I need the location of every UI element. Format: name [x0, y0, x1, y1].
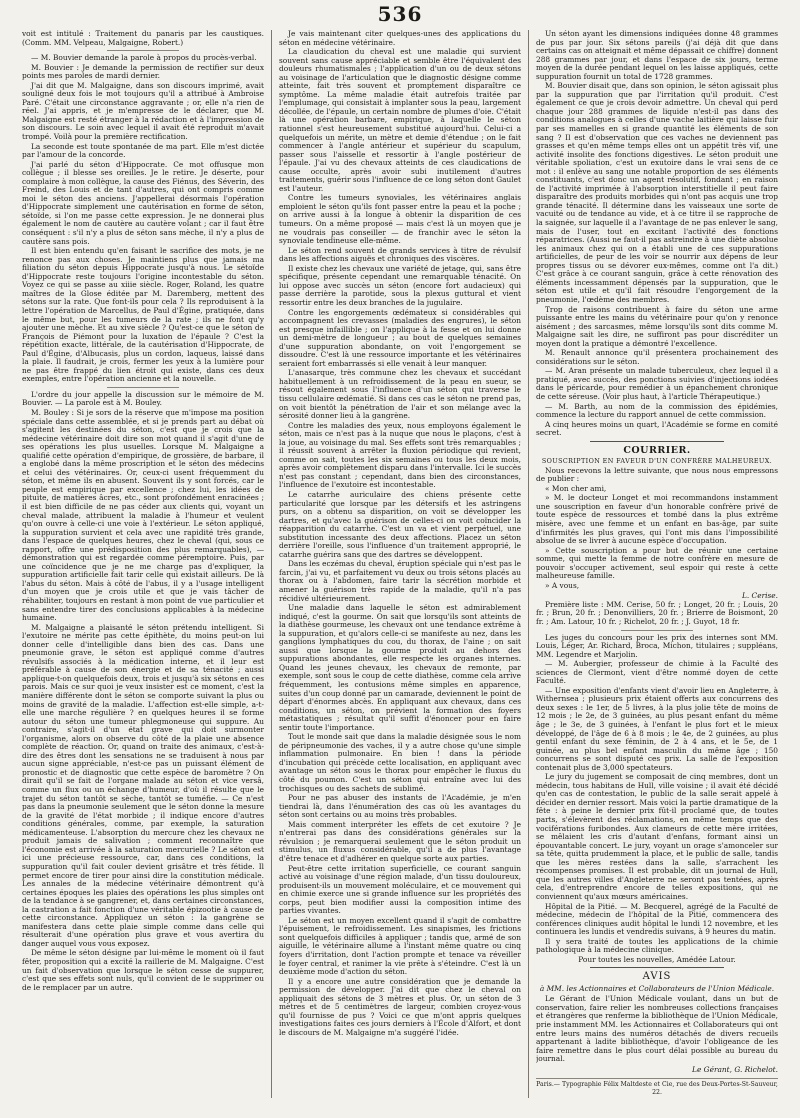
section-rule — [590, 967, 723, 968]
paragraph: Hôpital de la Pitié. — M. Becquerel, agrégé de la Faculté de médecine, médecin de l'hôpital de la Pitié, commencera des conférences cliniques audit hôpital le lundi 12 novembre, et les continuera les lundis et vendredis suivans, à 9 heures du matin. — [536, 901, 778, 937]
paragraph: A cinq heures moins un quart, l'Académie se forme en comité secret. — [536, 419, 778, 438]
paragraph: Mais comment interpréter les effets de cet exutoire ? Je n'entrerai pas dans des considérations générales sur la révulsion ; je remarquerai seulement que le séton produit un stimulus, un fluxus considérable, qu'il a de plus l'avantage d'être tenace et d'adhérer en quelque sorte aux parties. — [279, 819, 521, 863]
paragraph: M. Renault annonce qu'il présentera prochainement des considérations sur le séton. — [536, 348, 778, 366]
paragraph: » Cette souscription a pour but de réunir une certaine somme, qui mette la femme de notre confrère en mesure de pouvoir s'occuper activement, seul espoir qui reste à cette malheureuse famille. — [536, 545, 778, 581]
paragraph: » M. le docteur Longet et moi recommandons instamment une souscription en faveur d'un honorable confrère privé de toute espèce de ressources et tombé dans la plus extrême misère, avec une femme et un enfant en bas-âge, par suite d'infirmités les plus graves, qui l'ont mis dans l'impossibilité absolue de se livrer à aucune espèce d'occupation. — [536, 493, 778, 546]
separator — [621, 630, 694, 631]
paragraph: La claudication du cheval est une maladie qui survient souvent sans cause appréciable et semble être l'équivalent des douleurs rhumatismales ; l'application d'un ou de deux sétons au voisinage de l'articulation que le diagnostic désigne comme atteinte, fait très souvent et promptement disparaître ce symptôme. La même maladie était autrefois traitée par l'emplumage, qui consistait à implanter sous la peau, largement décollée, de l'épaule, un certain nombre de plumes d'oie. C'était là une opération barbare, empirique, à laquelle le séton rationnel s'est heureusement substitué aujourd'hui. Celui-ci a quelquefois un mérite, un mètre et demie d'étendue ; on le fait commencer à l'angle antérieur et supérieur du scapulum, passer sous l'aisselle et ressortir à l'angle postérieur de l'épaule. J'ai vu des chevaux atteints de ces claudications de cause occulte, après avoir subi inutilement d'autres traitements, guérir sous l'influence de ce long séton dont Gaulet est l'auteur. — [279, 47, 521, 193]
paragraph: Pour ne pas abuser des instants de l'Académie, je m'en tiendrai là, dans l'énumération des cas où les avantages du séton sont certains ou au moins très probables. — [279, 793, 521, 820]
paragraph: Une maladie dans laquelle le séton est admirablement indiqué, c'est la gourme. On sait que lorsqu'ils sont atteints de la diathèse gourmeuse, les chevaux ont une tendance extrême à la suppuration, et qu'alors celle-ci se manifeste au nez, dans les ganglions lymphatiques du cou, du thorax, de l'aine ; on sait aussi que lorsque la gourme produit au dehors des suppurations abondantes, elle respecte les organes internes. Quand les jeunes chevaux, les chevaux de remonte, par exemple, sont sous le coup de cette diathèse, comme cela arrive fréquemment, les contusions même simples en apparence, suites d'un coup donné par un camarade, deviennent le point de départ d'énormes abcès. En appliquant aux chevaux, dans ces conditions, un séton, on prévient la formation des foyers métastatiques ; résultat qu'il suffit d'énoncer pour en faire sentir toute l'importance. — [279, 603, 521, 732]
news-footer: Pour toutes les nouvelles, Amédée Latour. — [578, 954, 736, 964]
paragraph: Contre les engorgements œdémateux si considérables qui accompagnent les crevasses (maladies des engrures), le séton est presque infaillible ; on l'applique à la fesse et on lui donne un demi-mètre de longueur ; au bout de quelques semaines d'une suppuration abondante, on voit l'engorgement se dissoudre. C'est là une ressource importante et les vétérinaires seraient fort embarrassés si elle venait à leur manquer. — [279, 307, 521, 368]
section-rule — [590, 441, 723, 442]
avis-title: AVIS — [642, 971, 672, 983]
separator — [107, 387, 180, 388]
paragraph: Il existe chez les chevaux une variété de jetage, qui, sans être spécifique, présente cependant une remarquable ténacité. On lui oppose avec succès un séton (encore fort audacieux) qui passe derrière la parotide, sous la plexus guttural et vient ressortir entre les deux branches de la jugulaire. — [279, 263, 521, 307]
paragraph: J'ai dit que M. Malgaigne, dans son discours imprimé, avait souligné deux fois le mot toujours qu'il a attribué à Ambroise Paré. C'était une circonstance aggravante ; or, elle n'a rien de réel. J'ai appris, et je m'empresse de le déclarer, que M. Malgaigne est resté étranger à la rédaction et à l'impression de son discours. Le soin avec lequel il avait été reproduit m'avait trompé. Voilà pour la première rectification. — [22, 80, 264, 142]
paragraph: — Une exposition d'enfants vient d'avoir lieu en Angleterre, à Withernsea ; plusieurs prix étaient offerts aux concurrens des deux sexes : le 1er, de 5 livres, à la plus jolie tête de moins de 12 mois ; le 2e, de 3 guinées, au plus pesant enfant du même âge ; le 3e, de 3 guinées, à l'enfant le plus fort et le mieux développé, de l'âge de 6 à 8 mois ; le 4e, de 2 guinées, au plus gentil enfant du sexe féminin, de 2 à 4 ans, et le 5e, de 1 guinée, au plus bel enfant masculin du même âge ; 150 concurrens se sont disputé ces prix. La salle de l'exposition contenait plus de 3,000 spectateurs. — [536, 685, 778, 772]
column-divider — [271, 30, 272, 1098]
paragraph: Peut-être cette irritation superficielle, ce courant sanguin activé au voisinage d'une région malade, d'un tissu douloureux, produisent-ils un mouvement moléculaire, et ce mouvement qui en chimie exerce une si grande influence sur les propriétés des corps, peut bien modifier aussi la composition intime des parties vivantes. — [279, 863, 521, 916]
paragraph: La seconde est toute spontanée de ma part. Elle m'est dictée par l'amour de la concorde. — [22, 141, 264, 160]
paragraph: — M. Aran présente un malade tuberculeux, chez lequel il a pratiqué, avec succès, des ponctions suivies d'injections iodées dans le péricarde, pour remédier à un épanchement chronique de cette séreuse. (Voir plus haut, à l'article Thérapeutique.) — [536, 366, 778, 401]
paragraph: Première liste : MM. Cerise, 50 fr. ; Longet, 20 fr. ; Louis, 20 fr. ; Brun, 20 fr. ; Denonvilliers, 20 fr. ; Brierre de Boismont, 20 fr. ; Am. Latour, 10 fr. ; Richelot, 20 fr. ; J. Guyot, 18 fr. — [536, 599, 778, 626]
paragraph: De même le séton désigne par lui-même le moment où il faut fêter, proposition qui a excité la raillerie de M. Malgaigne. C'est un fait d'observation que lorsque le séton cesse de suppurer, c'est que ses effets sont nuls, qu'il convient de le supprimer ou de le remplacer par un autre. — [22, 948, 264, 992]
paragraph: — M. Aubergier, professeur de chimie à la Faculté des sciences de Clermont, vient d'être nommé doyen de cette Faculté. — [536, 659, 778, 686]
paragraph: Les juges du concours pour les prix des internes sont MM. Louis, Léger, Ar. Richard, Broca, Michon, titulaires ; suppléans, MM. Legendre et Marjolin. — [536, 632, 778, 659]
paragraph: M. Malgaigne a plaisanté le séton prétendu intelligent. Si l'exutoire ne mérite pas cette épithète, du moins peut-on lui donner celle d'intelligible dans bien des cas. Dans une pneumonie grave, le séton est appliqué comme d'autres révulsifs associés à la médication interne, et il leur est préférable à cause de son énergie et de sa ténacité ; aussi applique-t-on quelquefois deux, trois et jusqu'à six sétons en ces parois. Mais ce sur quoi je veux insister est ce moment, c'est la manière différente dont le séton se comporte suivant la plus ou moins de gravité de la maladie. L'affection est-elle simple, a-t-elle une marche régulière ? en quelques heures il se forme autour du séton une tumeur phlegmoneuse qui suppure. Au contraire, s'agit-il d'un état grave qui doit surmonter l'organisme, alors on observe du côté de la plaie une absence complète de réaction. Or, quand on traite des animaux, c'est-à-dire des êtres dont les sensations ne se traduisent à nous par aucun signe appréciable, n'est-ce pas un puissant élément de pronostic et de diagnostic que cette espèce de baromètre ? On dirait qu'il se fait de l'organe malade au séton et vice versâ, comme un flux ou un échange d'humeur, d'où il résulte que le trajet du séton tantôt se sèche, tantôt se tuméfie. — Ce n'est pas dans la pneumonie seulement que le séton donne la mesure de la gravité de l'état morbide ; il indique encore d'autres conditions générales, comme, par exemple, la saturation médicamenteuse. L'absorption du mercure chez les chevaux ne produit jamais de salivation ; comment reconnaître que l'économie est arrivée à la saturation mercurielle ? Le séton est ici une précieuse ressource, car, dans ces conditions, la suppuration qu'il fait couler devient grisâtre et très fétide. Il permet encore de tirer pour ainsi dire la constitution médicale. Les annales de la médecine vétérinaire démontrent qu'à certaines époques les plaies des opérations les plus simples ont de la tendance à se gangrener, et, dans certaines circonstances, la castration a fait fonction d'une véritable épizootie à cause de cette circonstance. Appliquez un séton : la gangrène se manifestera dans cette plaie simple comme dans celle qui résulterait d'une opération plus grave et vous avertira du danger auquel vous vous exposez. — [22, 622, 264, 948]
paragraph: Il est bien entendu qu'en faisant le sacrifice des mots, je ne renonce pas aux choses. Je maintiens plus que jamais ma filiation du séton depuis Hippocrate jusqu'à nous. Le sétoïde d'Hippocrate reste toujours l'origine incontestable du séton. Voyez ce qui se passe au xiiie siècle. Roger, Roland, les quatre maîtres de la Glose éditée par M. Daremberg, mettent des sétons sur la rate. Que font-ils pour cela ? Ils reproduisent à la lettre l'opération de Marcellus, de Paul d'Égine, pratiquée, dans le même but, pour les tumeurs de la rate ; ils ne font qu'y ajouter une mèche. Et au xive siècle ? Qu'est-ce que le séton de François de Piémont pour la luxation de l'épaule ? C'est la répétition exacte, littérale, de la cautérisation d'Hippocrate, de Paul d'Égine, d'Albucasis, plus un cordon, laqueus, laissé dans la plaie. Il faudrait, je crois, fermer les yeux à la lumière pour ne pas être frappé du lien étroit qui existe, dans ces deux exemples, entre l'opération ancienne et la nouvelle. — [22, 246, 264, 384]
paragraph: Je vais maintenant citer quelques-unes des applications du séton en médecine vétérinaire. — [279, 30, 521, 47]
page-number: 536 — [377, 2, 423, 26]
paragraph: Le jury du jugement se composait de cinq membres, dont un médecin, tous habitans de Hull, ville voisine ; il avait été décidé qu'en cas de contestation, le public de la salle serait appelé à décider en dernier ressort. Mais voici la partie dramatique de la fête : à peine le dernier prix fût-il proclamé que, de toutes parts, s'élevèrent des réclamations, en même temps que des vociférations furibondes. Aux clameurs de cette mère irritées, se mêlaient les cris d'autant d'enfans, formant ainsi un épouvantable concert. Le jury, voyant un orage s'amonceler sur sa tête, quitta prudemment la place, et le public de salle, tandis que les mères restées dans la salle, s'arrachent les récompenses promises. Il est probable, dit un journal de Hull, que les autres villes d'Angleterre ne seront pas tentées, après cela, d'entreprendre encore de telles expositions, qui ne conviennent qu'aux mœurs américaines. — [536, 772, 778, 901]
paragraph: Le catarrhe auriculaire des chiens présente cette particularité que lorsque par les détersifs et les astringens purs, on a obtenu sa disparition, on voit se développer les dartres, et qu'avec la guérison de celles-ci on voit coïncider la réapparition du catarrhe. C'est un va et vient perpétuel, une substitution incessante des deux affections. Placez un séton derrière l'oreille, sous l'influence d'un traitement approprié, le catarrhe guérira sans que des dartres se développent. — [279, 489, 521, 559]
column-divider — [528, 30, 529, 1098]
paragraph: — M. Bouvier demande la parole à propos du procès-verbal. — [31, 53, 257, 63]
paragraph: Le Gérant de l'Union Médicale voulant, dans un but de conservation, faire relier les nombreuses collections françaises et étrangères que renferme la bibliothèque de l'Union Médicale, prie instamment MM. les Actionnaires et Collaborateurs qui ont entre leurs mains des numéros détachés de divers recueils appartenant à ladite bibliothèque, d'avoir l'obligeance de les faire remettre dans le plus court délai possible au bureau du journal. — [536, 994, 778, 1064]
paragraph: Il y sera traité de toutes les applications de la chimie pathologique à la médecine clinique. — [536, 936, 778, 955]
paragraph: Il y a encore une autre considération que je demande la permission de développer. J'ai dit que chez le cheval on appliquait des sétons de 3 mètres et plus. Or, un séton de 3 mètres et de 5 centimètres de largeur, combien croyez-vous qu'il fournisse de pus ? Voici ce que m'ont appris quelques investigations faites ces jours derniers à l'École d'Alfort, et dont le discours de M. Malgaigne m'a suggéré l'idée. — [279, 976, 521, 1037]
paragraph: M. Bouley : Si je sors de la réserve que m'impose ma position spéciale dans cette assemblée, et si je prends part au débat où s'agitent les destinées du séton, c'est que je crois que la médecine vétérinaire doit dire son mot quand il s'agit d'une de ses opérations les plus usuelles. Lorsque M. Malgaigne a qualifié cette opération d'empirique, de grossière, de barbare, il a englobé dans la même proscription et le séton des médecins et celui des vétérinaires. Or, ceux-ci usent fréquemment du séton, et même ils en abusent. Souvent ils y sont forcés, car le peuple est empirique par excellence ; chez lui, les idées de pituite, de matières âcres, etc., sont profondément enracinées ; il est bien difficile de ne pas céder aux clients qui, voyant un cheval malade, attribuent la maladie à l'humeur et veulent qu'on ouvre à celle-ci une voie à l'extérieur. Le séton appliqué, la suppuration survient et cela avec une rapidité très grande, dans l'espace de quelques heures, chez le cheval (qui, sous ce rapport, offre une prédisposition des plus remarquables), — démonstration qui est regardée comme péremptoire. Puis, par une coïncidence que je ne me charge pas d'expliquer, la suppuration artificielle fait tarir celle qui existait ailleurs. De là l'abus du séton. Mais à côté de l'abus, il y a l'usage intelligent d'un moyen que je crois utile et que je vais tâcher de réhabiliter, toujours en restant à mon point de vue particulier et sans entendre tirer des conclusions applicables à la médecine humaine. — [22, 407, 264, 623]
paragraph: M. Bouvier : Je demande la permission de rectifier sur deux points mes paroles de mardi dernier. — [22, 62, 264, 81]
text-column-right — [536, 30, 778, 1098]
paragraph: Le séton est un moyen excellent quand il s'agit de combattre l'épuisement, le refroidissement. Les sinapismes, les frictions sont quelquefois difficiles à appliquer ; tandis que, armé de son aiguille, le vétérinaire allume à l'instant même quatre ou cinq foyers d'irritation, dont l'action prompte et tenace va réveiller le foyer central, et ranimer la vie prête à s'éteindre. C'est là un deuxième mode d'action du séton. — [279, 915, 521, 977]
paragraph: L'ordre du jour appelle la discussion sur le mémoire de M. Bouvier. — La parole est à M. Bouley. — [22, 389, 264, 408]
paragraph: Contre les maladies des yeux, nous employons également le séton, mais ce n'est pas à la nuque que nous le plaçons, c'est à la joue, au voisinage du mal. Ses effets sont très remarquables ; il réussit souvent à arrêter la fluxion périodique qui revient, comme on sait, toutes les six semaines ou tous les deux mois, après avoir complètement disparu dans l'intervalle. Ici le succès n'est pas constant ; cependant, dans bien des circonstances, l'influence de l'exutoire est incontestable. — [279, 420, 521, 490]
text-column-middle — [279, 30, 521, 1098]
separator — [107, 50, 180, 51]
paragraph: « Mon cher ami, — [545, 483, 607, 493]
paragraph: M. Bouvier disait que, dans son opinion, le séton agissait plus par la suppuration que par l'irritation qu'il produit. C'est également ce que je crois devoir admettre. Un cheval qui perd chaque jour 288 grammes de liquide n'est-il pas dans des conditions analogues à celles d'une vache laitière qui laisse fuir par ses mamelles en si grande quantité les éléments de son sang ? Il est d'observation que ces vaches ne deviennent pas grasses et qu'en même temps elles ont un appétit très vif, une activité insolite des fonctions digestives. Le séton produit une véritable spoliation, c'est un exutoire dans le vrai sens de ce mot : il enlève au sang une notable proportion de ses éléments constituants, c'est donc un agent résolutif, fondant ; en raison de l'activité imprimée à l'absorption interstitielle il peut faire disparaître des produits morbides qui n'ont pas acquis une trop grande ténacité. Il détermine dans les vaisseaux une sorte de vacuité ou de tendance au vide, et à ce titre il se rapproche de la saignée, sur laquelle il a l'avantage de ne pas enlever le sang, mais de l'user, tout en excitant l'activité des fonctions réparatrices. (Aussi ne faut-il pas astreindre à une diète absolue les animaux chez qui on a établi une de ces suppurations artificielles, de peur de les voir se nourrir aux dépens de leur propres tissus ou se dévorer eux-mêmes, comme ont l'a dit.) C'est grâce à ce courant sanguin, grâce à cette rénovation des éléments incessamment dépensés par la suppuration, que le séton est utile et qu'il fait résoudre l'engorgement de la pneumonie, l'œdème des membres. — [536, 81, 778, 304]
paragraph: Un séton ayant les dimensions indiquées donne 48 grammes de pus par jour. Six sétons pareils (j'ai déjà dit que dans certains cas on atteignait et même dépassait ce chiffre) donnent 288 grammes par jour, et dans l'espace de six jours, terme moyen de la durée pendant lequel on les laisse appliqués, cette suppuration fournit un total de 1728 grammes. — [536, 30, 778, 81]
paragraph: Trop de raisons contribuent à faire du séton une arme puissante entre les mains du vétérinaire pour qu'on y renonce aisément ; des sarcasmes, même lorsqu'ils sont dits comme M. Malgaigne sait les dire, ne suffiront pas pour discréditer un moyen dont la pratique a démontré l'excellence. — [536, 304, 778, 348]
paragraph: Le séton rend souvent de grands services à titre de révulsif dans les affections aiguës et chroniques des viscères. — [279, 245, 521, 264]
paragraph: Nous recevons la lettre suivante, que nous nous empressons de publier : — [536, 465, 778, 484]
courrier-title: COURRIER. — [623, 444, 691, 456]
letter-signature: L. Cerise. — [741, 591, 778, 601]
paragraph: » A vous, — [545, 580, 580, 590]
paragraph: — M. Barth, au nom de la commission des épidémies, commence la lecture du rapport annuel de cette commission. — [536, 401, 778, 420]
text-column-left — [22, 30, 264, 1098]
paragraph: Tout le monde sait que dans la maladie désignée sous le nom de péripneumonie des vaches, il y a autre chose qu'une simple inflammation pulmonaire. En bien ! dans la période d'incubation qui précède cette localisation, en appliquant avec avantage un séton sous le thorax pour empêcher le fluxus du côté du poumon. C'est un séton qui entraîne avec lui des trochisques ou des sachets de sublimé. — [279, 732, 521, 793]
paragraph: voit est intitulé : Traitement du panaris par les caustiques. (Comm. MM. Velpeau, Malgaigne, Robert.) — [22, 30, 264, 47]
paragraph: Dans les eczémas du cheval, éruption spéciale qui n'est pas le farcin, j'ai vu, et parfaitement vu deux ou trois sétons placés au thorax ou à l'abdomen, faire tarir la sécrétion morbide et amener la guérison très rapide de la maladie, qu'il n'a pas récidivé ultérieurement. — [279, 559, 521, 603]
paragraph: J'ai parlé du séton d'Hippocrate. Ce mot offusque mon collègue ; il blesse ses oreilles. Je le retire. Je déserte, pour complaire à mon collègue, la cause des Fiénus, des Séverin, des Freind, des Louis et de tant d'autres, qui ont compris comme moi le séton des anciens. J'appellerai désormais l'opération d'Hippocrate simplement une cautérisation en forme de séton, sétoïde, si l'on me passe cette expression. Je ne donnerai plus également le nom de cautère au cautère volant ; car il faut être conséquent : s'il n'y a plus de séton sans mèche, il n'y a plus de cautère sans pois. — [22, 159, 264, 246]
avis-subtitle: à MM. les Actionnaires et Collaborateurs de l'Union Médicale. — [539, 984, 775, 994]
courrier-subtitle: SOUSCRIPTION EN FAVEUR D'UN CONFRÈRE MALHEUREUX. — [541, 456, 773, 465]
imprint-line: Paris.— Typographie Félix Maltdeste et Cie, rue des Deux-Portes-St-Sauveur, 22. — [536, 1078, 778, 1097]
paragraph: L'anasarque, très commune chez les chevaux et succédant habituellement à un refroidissement de la peau en sueur, se résout également sous l'influence d'un séton qui traverse le tissu cellulaire œdématié. Si dans ces cas le séton ne prend pas, on voit bientôt la pénétration de l'air et son mélange avec la sérosité donner lieu à la gangrène. — [279, 368, 521, 421]
avis-signature: Le Gérant, G. Richelot. — [692, 1064, 778, 1074]
paragraph: Contre les tumeurs synoviales, les vétérinaires anglais emploient le séton qu'ils font passer entre la peau et la poche ; on arrive aussi à la longue à obtenir la disparition de ces tumeurs. On a même proposé — mais c'est là un moyen que je ne voudrais pas conseiller — de franchir avec le séton la synoviale tendineuse elle-même. — [279, 193, 521, 246]
